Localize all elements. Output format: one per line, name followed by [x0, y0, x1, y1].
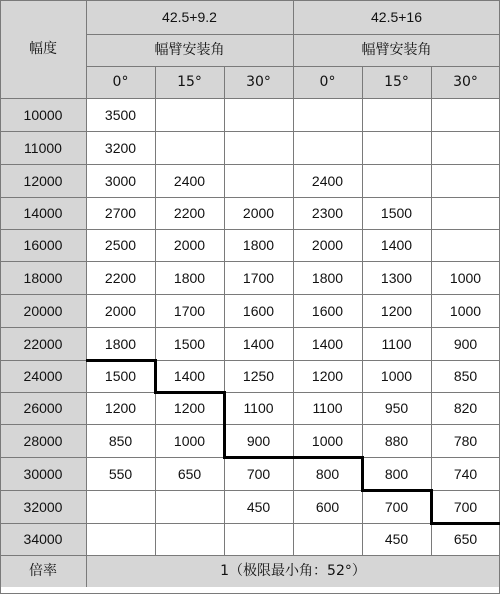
- limit-step-line: [86, 359, 156, 362]
- limit-step-line: [224, 456, 363, 459]
- load-cell: [431, 131, 500, 164]
- limit-step-line: [430, 489, 433, 525]
- load-cell: 900: [453, 335, 478, 352]
- grid-line: [224, 66, 225, 555]
- radius-cell: 18000: [0, 261, 86, 294]
- load-cell: 1500: [380, 205, 413, 221]
- load-cell: 1500: [173, 335, 206, 352]
- load-cell: 1200: [104, 400, 137, 416]
- grid-line: [0, 0, 500, 1]
- load-cell: 2400: [311, 172, 344, 189]
- radius-cell: 34000: [0, 523, 86, 555]
- limit-step-line: [155, 391, 225, 394]
- load-cell: 3000: [104, 172, 137, 189]
- load-cell: 900: [246, 432, 271, 449]
- load-cell: 1200: [173, 400, 206, 416]
- angle-header: 15°: [155, 66, 224, 98]
- load-cell: [293, 98, 362, 131]
- load-cell: 1400: [380, 237, 413, 253]
- grid-line: [86, 0, 87, 587]
- load-cell: 1000: [173, 432, 206, 449]
- load-cell: [224, 131, 293, 164]
- load-cell: 2300: [311, 205, 344, 221]
- load-cell: 1200: [311, 368, 344, 384]
- load-cell: 2500: [104, 237, 137, 253]
- radius-cell: 14000: [0, 197, 86, 229]
- grid-line: [0, 555, 500, 556]
- load-cell: [431, 98, 500, 131]
- load-cell: 950: [384, 400, 409, 416]
- limit-step-line: [361, 456, 364, 492]
- load-cell: 850: [453, 368, 478, 384]
- radius-cell: 24000: [0, 360, 86, 392]
- load-cell: 1600: [242, 302, 275, 319]
- load-cell: [155, 490, 224, 523]
- radius-cell: 20000: [0, 294, 86, 327]
- radius-header: 幅度: [0, 0, 86, 98]
- limit-step-line: [362, 489, 432, 492]
- load-cell: 2000: [242, 205, 275, 221]
- load-cell: 880: [384, 432, 409, 449]
- grid-line: [293, 0, 294, 555]
- load-cell: [293, 131, 362, 164]
- load-cell: 450: [384, 531, 409, 547]
- load-cell: 2700: [104, 205, 137, 221]
- grid-line: [431, 66, 432, 555]
- load-cell: 600: [315, 498, 340, 515]
- load-cell: 1700: [242, 269, 275, 286]
- load-cell: 1700: [173, 302, 206, 319]
- load-cell: 2400: [173, 172, 206, 189]
- grid-line: [0, 0, 1, 594]
- load-cell: 650: [177, 465, 202, 482]
- grid-line: [0, 261, 500, 262]
- multiplier-label: 倍率: [0, 555, 86, 587]
- load-cell: 820: [453, 400, 478, 416]
- load-cell: 700: [453, 498, 478, 515]
- load-cell: [155, 131, 224, 164]
- load-cell: 3500: [104, 106, 137, 123]
- load-cell: 650: [453, 531, 478, 547]
- load-cell: 1400: [311, 335, 344, 352]
- multiplier-value: 1（极限最小角：52°）: [86, 555, 500, 587]
- grid-line: [0, 523, 500, 524]
- load-cell: [224, 98, 293, 131]
- grid-line: [155, 66, 156, 555]
- load-cell: 740: [453, 465, 478, 482]
- load-cell: 1200: [380, 302, 413, 319]
- load-cell: 2000: [173, 237, 206, 253]
- load-cell: [155, 523, 224, 555]
- radius-cell: 10000: [0, 98, 86, 131]
- limit-step-line: [223, 391, 226, 459]
- angle-header: 0°: [293, 66, 362, 98]
- load-cell: 1000: [449, 302, 482, 319]
- angle-header: 30°: [224, 66, 293, 98]
- load-cell: 1300: [380, 269, 413, 286]
- load-cell: [431, 229, 500, 261]
- radius-cell: 12000: [0, 164, 86, 197]
- load-cell: [362, 131, 431, 164]
- load-cell: 450: [246, 498, 271, 515]
- radius-cell: 26000: [0, 392, 86, 424]
- load-cell: 2000: [311, 237, 344, 253]
- load-cell: 1800: [311, 269, 344, 286]
- grid-line: [0, 197, 500, 198]
- boom-angle-header: 幅臂安装角: [293, 34, 500, 66]
- load-cell: [362, 98, 431, 131]
- load-cell: 2200: [104, 269, 137, 286]
- load-cell: 700: [384, 498, 409, 515]
- load-cell: 850: [108, 432, 133, 449]
- load-cell: 1800: [173, 269, 206, 286]
- radius-cell: 30000: [0, 457, 86, 490]
- load-cell: 1000: [311, 432, 344, 449]
- grid-line: [0, 424, 500, 425]
- load-cell: [293, 523, 362, 555]
- load-cell: 800: [315, 465, 340, 482]
- radius-cell: 16000: [0, 229, 86, 261]
- load-cell: [431, 197, 500, 229]
- load-cell: 1100: [243, 400, 274, 416]
- load-cell: 1100: [381, 335, 412, 352]
- grid-line: [0, 392, 500, 393]
- angle-header: 15°: [362, 66, 431, 98]
- load-cell: 800: [384, 465, 409, 482]
- load-cell: 1000: [380, 368, 413, 384]
- load-cell: 1400: [173, 368, 206, 384]
- load-cell: 1800: [242, 237, 275, 253]
- radius-cell: 11000: [0, 131, 86, 164]
- load-cell: 1500: [104, 368, 137, 384]
- angle-header: 0°: [86, 66, 155, 98]
- boom-combo-header: 42.5+16: [293, 0, 500, 34]
- load-cell: [155, 98, 224, 131]
- grid-line: [0, 327, 500, 328]
- limit-step-line: [154, 359, 157, 394]
- load-cell: [224, 523, 293, 555]
- load-cell: [431, 164, 500, 197]
- radius-cell: 22000: [0, 327, 86, 360]
- radius-cell: 28000: [0, 424, 86, 457]
- load-cell: 1250: [242, 368, 275, 384]
- load-cell: [86, 523, 155, 555]
- load-cell: 1100: [312, 400, 343, 416]
- grid-line: [0, 294, 500, 295]
- load-cell: 2000: [104, 302, 137, 319]
- load-cell: 2200: [173, 205, 206, 221]
- boom-angle-header: 幅臂安装角: [86, 34, 293, 66]
- load-cell: 780: [453, 432, 478, 449]
- load-cell: [362, 164, 431, 197]
- load-cell: [224, 164, 293, 197]
- grid-line: [0, 164, 500, 165]
- boom-combo-header: 42.5+9.2: [86, 0, 293, 34]
- load-cell: 550: [108, 465, 133, 482]
- load-cell: 1800: [104, 335, 137, 352]
- limit-step-line: [431, 522, 500, 525]
- grid-line: [0, 229, 500, 230]
- grid-line: [0, 360, 500, 361]
- radius-cell: 32000: [0, 490, 86, 523]
- load-cell: 700: [246, 465, 271, 482]
- grid-line: [0, 98, 500, 99]
- grid-line: [0, 131, 500, 132]
- load-cell: 1000: [449, 269, 482, 286]
- load-cell: [86, 490, 155, 523]
- load-cell: 1600: [311, 302, 344, 319]
- angle-header: 30°: [431, 66, 500, 98]
- load-cell: 1400: [242, 335, 275, 352]
- load-cell: 3200: [104, 139, 137, 156]
